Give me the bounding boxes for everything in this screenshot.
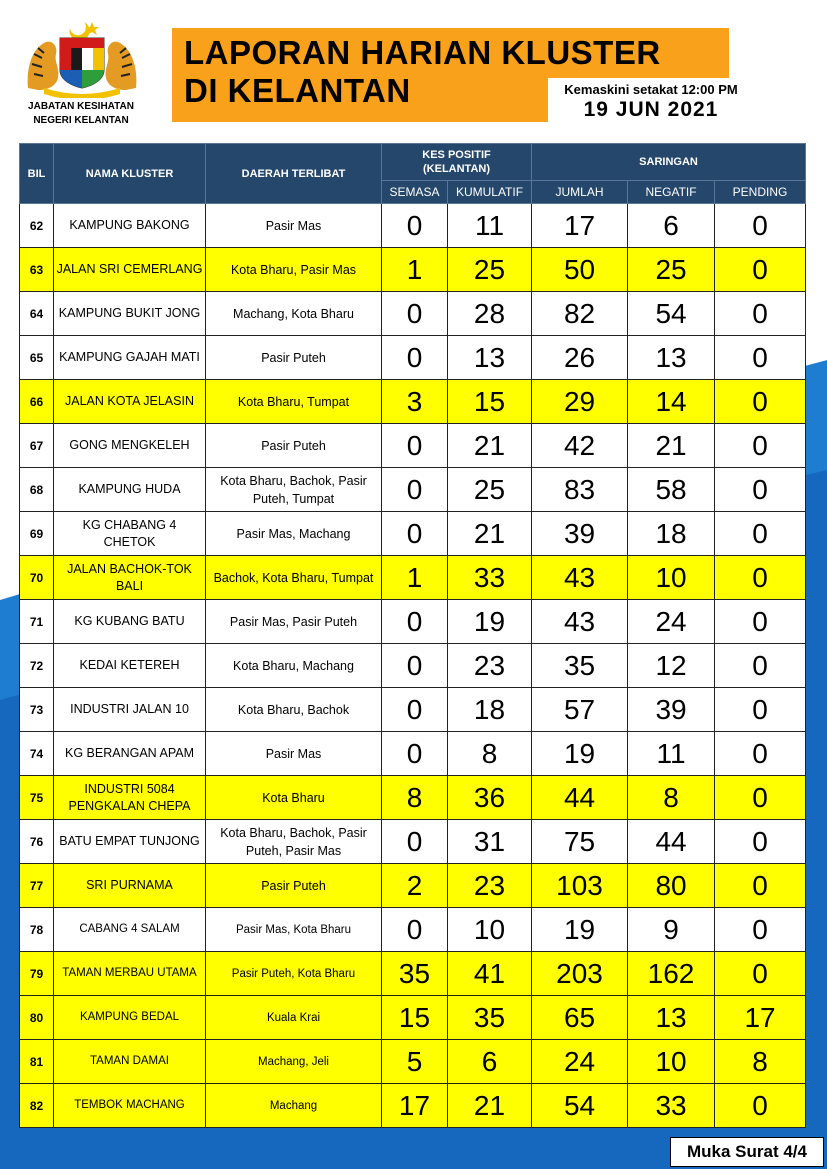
- table-row: [20, 336, 806, 380]
- cell-kumulatif: 11: [448, 204, 532, 248]
- cell-negatif: 25: [628, 248, 715, 292]
- cell-daerah-terlibat: Pasir Puteh: [206, 424, 382, 468]
- cell-kumulatif: 19: [448, 600, 532, 644]
- cell-bil: 71: [20, 600, 54, 644]
- table-row: [20, 908, 806, 952]
- cell-bil: 64: [20, 292, 54, 336]
- table-row: [20, 512, 806, 556]
- cell-bil: 81: [20, 1040, 54, 1084]
- cell-daerah-terlibat: Kota Bharu, Bachok, Pasir Puteh, Tumpat: [206, 468, 382, 512]
- cell-daerah-terlibat: Kota Bharu: [206, 776, 382, 820]
- table-row: [20, 820, 806, 864]
- cell-kumulatif: 25: [448, 468, 532, 512]
- cell-nama-kluster: TAMAN DAMAI: [54, 1040, 206, 1084]
- cell-nama-kluster: CABANG 4 SALAM: [54, 908, 206, 952]
- malaysia-coat-of-arms-logo: [22, 18, 142, 98]
- cell-semasa: 5: [382, 1040, 448, 1084]
- cell-nama-kluster: JALAN SRI CEMERLANG: [54, 248, 206, 292]
- cell-semasa: 1: [382, 248, 448, 292]
- department-line-1: JABATAN KESIHATAN: [28, 101, 134, 112]
- cell-semasa: 0: [382, 732, 448, 776]
- table-row: [20, 424, 806, 468]
- cell-daerah-terlibat: Machang, Jeli: [206, 1040, 382, 1084]
- cell-pending: 0: [715, 512, 806, 556]
- cell-jumlah: 29: [532, 380, 628, 424]
- table-row: [20, 204, 806, 248]
- cell-bil: 67: [20, 424, 54, 468]
- cell-semasa: 0: [382, 336, 448, 380]
- cell-negatif: 13: [628, 996, 715, 1040]
- cell-jumlah: 65: [532, 996, 628, 1040]
- cell-jumlah: 75: [532, 820, 628, 864]
- cell-nama-kluster: KEDAI KETEREH: [54, 644, 206, 688]
- cell-negatif: 24: [628, 600, 715, 644]
- cell-pending: 0: [715, 556, 806, 600]
- cell-daerah-terlibat: Kota Bharu, Bachok, Pasir Puteh, Pasir Mas: [206, 820, 382, 864]
- cell-kumulatif: 33: [448, 556, 532, 600]
- cell-negatif: 11: [628, 732, 715, 776]
- cell-jumlah: 43: [532, 556, 628, 600]
- cell-bil: 66: [20, 380, 54, 424]
- cell-pending: 0: [715, 248, 806, 292]
- cell-pending: 0: [715, 732, 806, 776]
- table-row: [20, 1084, 806, 1128]
- cell-daerah-terlibat: Pasir Puteh: [206, 864, 382, 908]
- cell-daerah-terlibat: Kota Bharu, Bachok: [206, 688, 382, 732]
- cell-jumlah: 24: [532, 1040, 628, 1084]
- cell-semasa: 0: [382, 600, 448, 644]
- cell-bil: 73: [20, 688, 54, 732]
- cell-daerah-terlibat: Kota Bharu, Tumpat: [206, 380, 382, 424]
- cell-kumulatif: 18: [448, 688, 532, 732]
- cluster-table: [19, 143, 806, 1128]
- cell-jumlah: 35: [532, 644, 628, 688]
- cell-jumlah: 26: [532, 336, 628, 380]
- cell-bil: 65: [20, 336, 54, 380]
- cell-pending: 0: [715, 1084, 806, 1128]
- cell-pending: 0: [715, 776, 806, 820]
- cell-pending: 0: [715, 908, 806, 952]
- cell-kumulatif: 23: [448, 644, 532, 688]
- cell-bil: 70: [20, 556, 54, 600]
- header-pending: PENDING: [715, 181, 806, 204]
- cell-jumlah: 50: [532, 248, 628, 292]
- cell-kumulatif: 21: [448, 1084, 532, 1128]
- cell-nama-kluster: INDUSTRI JALAN 10: [54, 688, 206, 732]
- cell-daerah-terlibat: Bachok, Kota Bharu, Tumpat: [206, 556, 382, 600]
- cell-negatif: 39: [628, 688, 715, 732]
- table-body: [20, 204, 806, 1128]
- cell-nama-kluster: JALAN KOTA JELASIN: [54, 380, 206, 424]
- cell-jumlah: 43: [532, 600, 628, 644]
- cell-kumulatif: 8: [448, 732, 532, 776]
- cell-nama-kluster: GONG MENGKELEH: [54, 424, 206, 468]
- cell-kumulatif: 25: [448, 248, 532, 292]
- cell-kumulatif: 28: [448, 292, 532, 336]
- table-header-row-1: [20, 144, 806, 181]
- cell-semasa: 0: [382, 292, 448, 336]
- cell-bil: 77: [20, 864, 54, 908]
- cell-pending: 0: [715, 600, 806, 644]
- cell-daerah-terlibat: Pasir Mas, Kota Bharu: [206, 908, 382, 952]
- cell-nama-kluster: KAMPUNG HUDA: [54, 468, 206, 512]
- cell-semasa: 0: [382, 908, 448, 952]
- table-row: [20, 292, 806, 336]
- table-row: [20, 688, 806, 732]
- cell-kumulatif: 21: [448, 512, 532, 556]
- cell-negatif: 162: [628, 952, 715, 996]
- cell-nama-kluster: TAMAN MERBAU UTAMA: [54, 952, 206, 996]
- cell-nama-kluster: TEMBOK MACHANG: [54, 1084, 206, 1128]
- cell-negatif: 33: [628, 1084, 715, 1128]
- table-row: [20, 776, 806, 820]
- table-row: [20, 864, 806, 908]
- cell-jumlah: 83: [532, 468, 628, 512]
- cell-daerah-terlibat: Kuala Krai: [206, 996, 382, 1040]
- cell-nama-kluster: BATU EMPAT TUNJONG: [54, 820, 206, 864]
- page-number: Muka Surat 4/4: [670, 1137, 824, 1167]
- cell-negatif: 10: [628, 1040, 715, 1084]
- cell-kumulatif: 41: [448, 952, 532, 996]
- cell-kumulatif: 21: [448, 424, 532, 468]
- cell-bil: 68: [20, 468, 54, 512]
- cell-kumulatif: 31: [448, 820, 532, 864]
- cell-nama-kluster: INDUSTRI 5084 PENGKALAN CHEPA: [54, 776, 206, 820]
- cell-pending: 0: [715, 468, 806, 512]
- cell-negatif: 58: [628, 468, 715, 512]
- cell-kumulatif: 6: [448, 1040, 532, 1084]
- cell-kumulatif: 35: [448, 996, 532, 1040]
- cell-pending: 0: [715, 820, 806, 864]
- report-title-line-1: LAPORAN HARIAN KLUSTER: [184, 34, 661, 71]
- table-row: [20, 600, 806, 644]
- cell-bil: 63: [20, 248, 54, 292]
- cell-kumulatif: 36: [448, 776, 532, 820]
- cell-pending: 0: [715, 204, 806, 248]
- header-saringan: SARINGAN: [532, 144, 806, 181]
- cell-semasa: 0: [382, 688, 448, 732]
- cell-daerah-terlibat: Pasir Puteh: [206, 336, 382, 380]
- cell-nama-kluster: KAMPUNG BEDAL: [54, 996, 206, 1040]
- cell-negatif: 12: [628, 644, 715, 688]
- cell-daerah-terlibat: Machang: [206, 1084, 382, 1128]
- cell-kumulatif: 15: [448, 380, 532, 424]
- cell-daerah-terlibat: Pasir Mas, Pasir Puteh: [206, 600, 382, 644]
- cell-nama-kluster: KAMPUNG BAKONG: [54, 204, 206, 248]
- cell-nama-kluster: KAMPUNG GAJAH MATI: [54, 336, 206, 380]
- cell-daerah-terlibat: Machang, Kota Bharu: [206, 292, 382, 336]
- cell-pending: 0: [715, 380, 806, 424]
- cell-nama-kluster: SRI PURNAMA: [54, 864, 206, 908]
- cell-jumlah: 103: [532, 864, 628, 908]
- cell-bil: 78: [20, 908, 54, 952]
- cell-bil: 62: [20, 204, 54, 248]
- cell-daerah-terlibat: Pasir Mas, Machang: [206, 512, 382, 556]
- header-daerah-terlibat: DAERAH TERLIBAT: [206, 144, 382, 204]
- report-title-line-2: DI KELANTAN: [184, 72, 411, 109]
- cell-negatif: 8: [628, 776, 715, 820]
- cell-daerah-terlibat: Pasir Mas: [206, 732, 382, 776]
- cell-negatif: 10: [628, 556, 715, 600]
- department-name: [10, 100, 152, 128]
- cell-semasa: 0: [382, 644, 448, 688]
- cell-pending: 0: [715, 292, 806, 336]
- cell-kumulatif: 13: [448, 336, 532, 380]
- cell-daerah-terlibat: Kota Bharu, Pasir Mas: [206, 248, 382, 292]
- cell-jumlah: 82: [532, 292, 628, 336]
- header-kes-positif: KES POSITIF (KELANTAN): [382, 144, 532, 181]
- department-line-2: NEGERI KELANTAN: [33, 115, 129, 126]
- cell-pending: 17: [715, 996, 806, 1040]
- cell-jumlah: 203: [532, 952, 628, 996]
- cell-daerah-terlibat: Kota Bharu, Machang: [206, 644, 382, 688]
- cell-daerah-terlibat: Pasir Puteh, Kota Bharu: [206, 952, 382, 996]
- update-info-box: [548, 78, 754, 126]
- table-row: [20, 248, 806, 292]
- header-nama-kluster: NAMA KLUSTER: [54, 144, 206, 204]
- cell-nama-kluster: JALAN BACHOK-TOK BALI: [54, 556, 206, 600]
- cell-daerah-terlibat: Pasir Mas: [206, 204, 382, 248]
- table-row: [20, 1040, 806, 1084]
- cell-semasa: 2: [382, 864, 448, 908]
- cell-jumlah: 44: [532, 776, 628, 820]
- cell-jumlah: 19: [532, 908, 628, 952]
- cell-negatif: 80: [628, 864, 715, 908]
- cell-jumlah: 54: [532, 1084, 628, 1128]
- cell-nama-kluster: KG BERANGAN APAM: [54, 732, 206, 776]
- cell-bil: 82: [20, 1084, 54, 1128]
- cell-pending: 0: [715, 952, 806, 996]
- update-date: 19 JUN 2021: [583, 98, 719, 121]
- cell-semasa: 0: [382, 820, 448, 864]
- cell-bil: 74: [20, 732, 54, 776]
- cell-jumlah: 17: [532, 204, 628, 248]
- cell-bil: 72: [20, 644, 54, 688]
- cell-semasa: 35: [382, 952, 448, 996]
- cell-nama-kluster: KG CHABANG 4 CHETOK: [54, 512, 206, 556]
- table-row: [20, 996, 806, 1040]
- cell-negatif: 6: [628, 204, 715, 248]
- cell-semasa: 3: [382, 380, 448, 424]
- cell-negatif: 18: [628, 512, 715, 556]
- cell-bil: 79: [20, 952, 54, 996]
- table-row: [20, 952, 806, 996]
- cell-nama-kluster: KAMPUNG BUKIT JONG: [54, 292, 206, 336]
- cell-nama-kluster: KG KUBANG BATU: [54, 600, 206, 644]
- cell-pending: 0: [715, 864, 806, 908]
- cell-jumlah: 42: [532, 424, 628, 468]
- cell-semasa: 8: [382, 776, 448, 820]
- cell-semasa: 1: [382, 556, 448, 600]
- table-row: [20, 556, 806, 600]
- cell-semasa: 0: [382, 468, 448, 512]
- header-bil: BIL: [20, 144, 54, 204]
- table-row: [20, 732, 806, 776]
- cell-bil: 75: [20, 776, 54, 820]
- cell-negatif: 14: [628, 380, 715, 424]
- cell-negatif: 21: [628, 424, 715, 468]
- cell-jumlah: 57: [532, 688, 628, 732]
- cell-semasa: 0: [382, 512, 448, 556]
- cell-bil: 69: [20, 512, 54, 556]
- cell-pending: 0: [715, 644, 806, 688]
- cell-negatif: 9: [628, 908, 715, 952]
- cell-bil: 80: [20, 996, 54, 1040]
- cell-semasa: 15: [382, 996, 448, 1040]
- header-kumulatif: KUMULATIF: [448, 181, 532, 204]
- cell-jumlah: 39: [532, 512, 628, 556]
- cell-kumulatif: 23: [448, 864, 532, 908]
- cell-pending: 0: [715, 336, 806, 380]
- cell-semasa: 0: [382, 204, 448, 248]
- header-negatif: NEGATIF: [628, 181, 715, 204]
- cell-negatif: 44: [628, 820, 715, 864]
- header-semasa: SEMASA: [382, 181, 448, 204]
- update-label: Kemaskini setakat 12:00 PM: [564, 82, 738, 97]
- cell-negatif: 54: [628, 292, 715, 336]
- cell-bil: 76: [20, 820, 54, 864]
- cell-kumulatif: 10: [448, 908, 532, 952]
- cell-semasa: 0: [382, 424, 448, 468]
- cell-negatif: 13: [628, 336, 715, 380]
- cell-jumlah: 19: [532, 732, 628, 776]
- cell-pending: 0: [715, 688, 806, 732]
- table-row: [20, 380, 806, 424]
- cell-pending: 8: [715, 1040, 806, 1084]
- cell-pending: 0: [715, 424, 806, 468]
- table-row: [20, 644, 806, 688]
- cell-semasa: 17: [382, 1084, 448, 1128]
- table-row: [20, 468, 806, 512]
- header-jumlah: JUMLAH: [532, 181, 628, 204]
